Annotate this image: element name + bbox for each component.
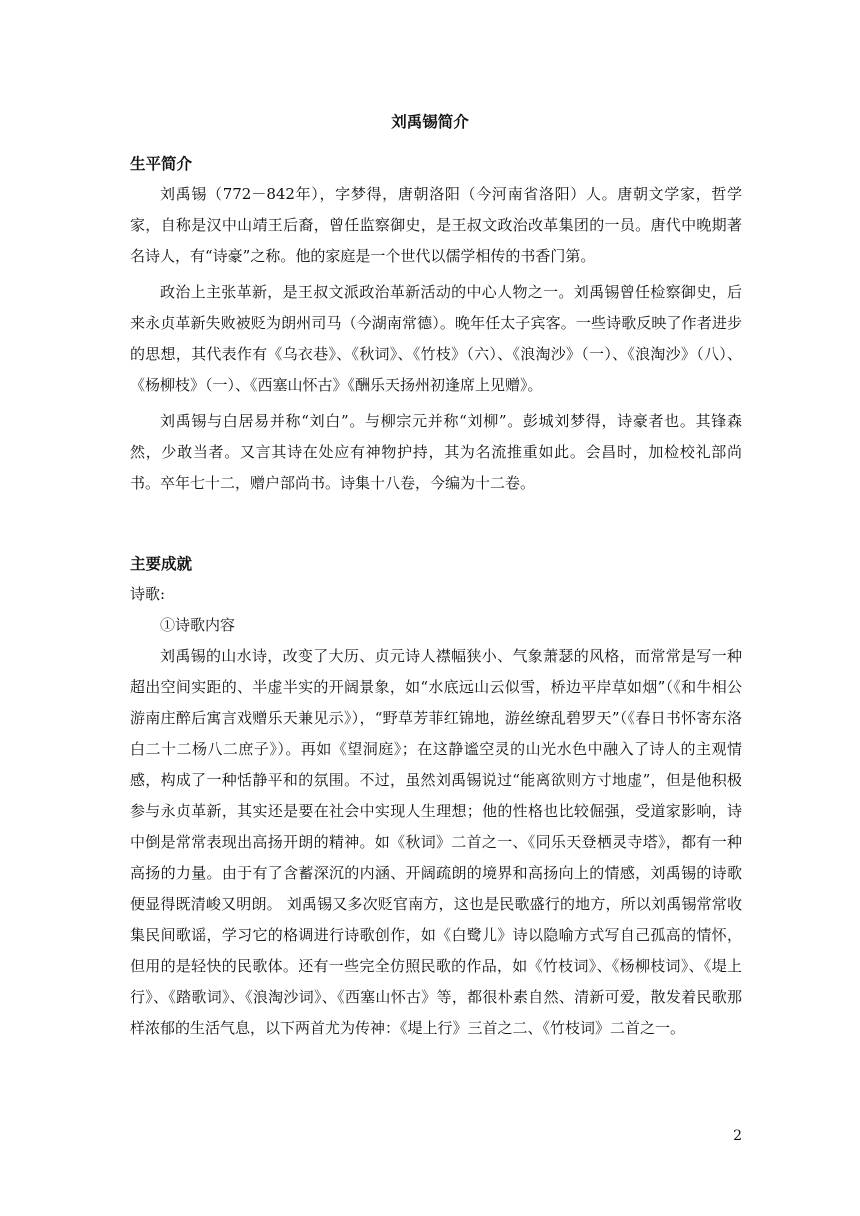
paragraph: 刘禹锡与白居易并称“刘白”。与柳宗元并称“刘柳”。彭城刘梦得，诗豪者也。其锋森然，少敢当者。又言其诗在处应有神物护持，其为名流推重如此。会昌时，加检校礼部尚书。卒年七十二，赠户部尚书。诗集十八卷，今编为十二卷。 (130, 412, 742, 492)
subheading-poetry: 诗歌: (130, 585, 166, 603)
section-heading-achievements: 主要成就 (130, 554, 193, 573)
list-item-poetry-content: ①诗歌内容 (160, 616, 236, 634)
paragraph: 政治上主张革新，是王叔文派政治革新活动的中心人物之一。刘禹锡曾任检察御史，后来永贞革新失败被贬为朗州司马（今湖南常德）。晚年任太子宾客。一些诗歌反映了作者进步的思想，其代表作有《乌衣巷》、《秋词》、《竹枝》（六）、《浪淘沙》（一）、《浪淘沙》（八）、《杨柳枝》（一）、《西塞山怀古》《酬乐天扬州初逢席上见赠》。 (130, 283, 742, 394)
section-achievements (130, 548, 742, 1044)
section-heading-biography: 生平简介 (130, 154, 193, 173)
paragraph: 刘禹锡的山水诗，改变了大历、贞元诗人襟幅狭小、气象萧瑟的风格，而常常是写一种超出空间实距的、半虚半实的开阔景象，如“水底远山云似雪，桥边平岸草如烟”（《和牛相公游南庄醉后寓言戏赠乐天兼见示》），“野草芳菲红锦地，游丝缭乱碧罗天”（《春日书怀寄东洛白二十二杨八二庶子》）。再如《望洞庭》；在这静谧空灵的山光水色中融入了诗人的主观情感，构成了一种恬静平和的氛围。不过，虽然刘禹锡说过“能离欲则方寸地虚”，但是他积极参与永贞革新，其实还是要在社会中实现人生理想；他的性格也比较倔强，受道家影响，诗中倒是常常表现出高扬开朗的精神。如《秋词》二首之一、《同乐天登栖灵寺塔》，都有一种高扬的力量。由于有了含蓄深沉的内涵、开阔疏朗的境界和高扬向上的情感，刘禹锡的诗歌便显得既清峻又明朗。 刘禹锡又多次贬官南方，这也是民歌盛行的地方，所以刘禹锡常常收集民间歌谣，学习它的格调进行诗歌创作，如《白鹭儿》诗以隐喻方式写自己孤高的情怀，但用的是轻快的民歌体。还有一些完全仿照民歌的作品，如《竹枝词》、《杨柳枝词》、《堤上行》、《踏歌词》、《浪淘沙词》、《西塞山怀古》等，都很朴素自然、清新可爱，散发着民歌那样浓郁的生活气息，以下两首尤为传神：《堤上行》三首之二、《竹枝词》二首之一。 (130, 647, 742, 1037)
section-biography (130, 148, 742, 499)
page-number: 2 (733, 1128, 742, 1144)
document-title: 刘禹锡简介 (391, 112, 469, 131)
paragraph: 刘禹锡（772－842年），字梦得，唐朝洛阳（今河南省洛阳）人。唐朝文学家，哲学家，自称是汉中山靖王后裔，曾任监察御史，是王叔文政治改革集团的一员。唐代中晚期著名诗人，有“诗豪”之称。他的家庭是一个世代以儒学相传的书香门第。 (130, 185, 742, 265)
